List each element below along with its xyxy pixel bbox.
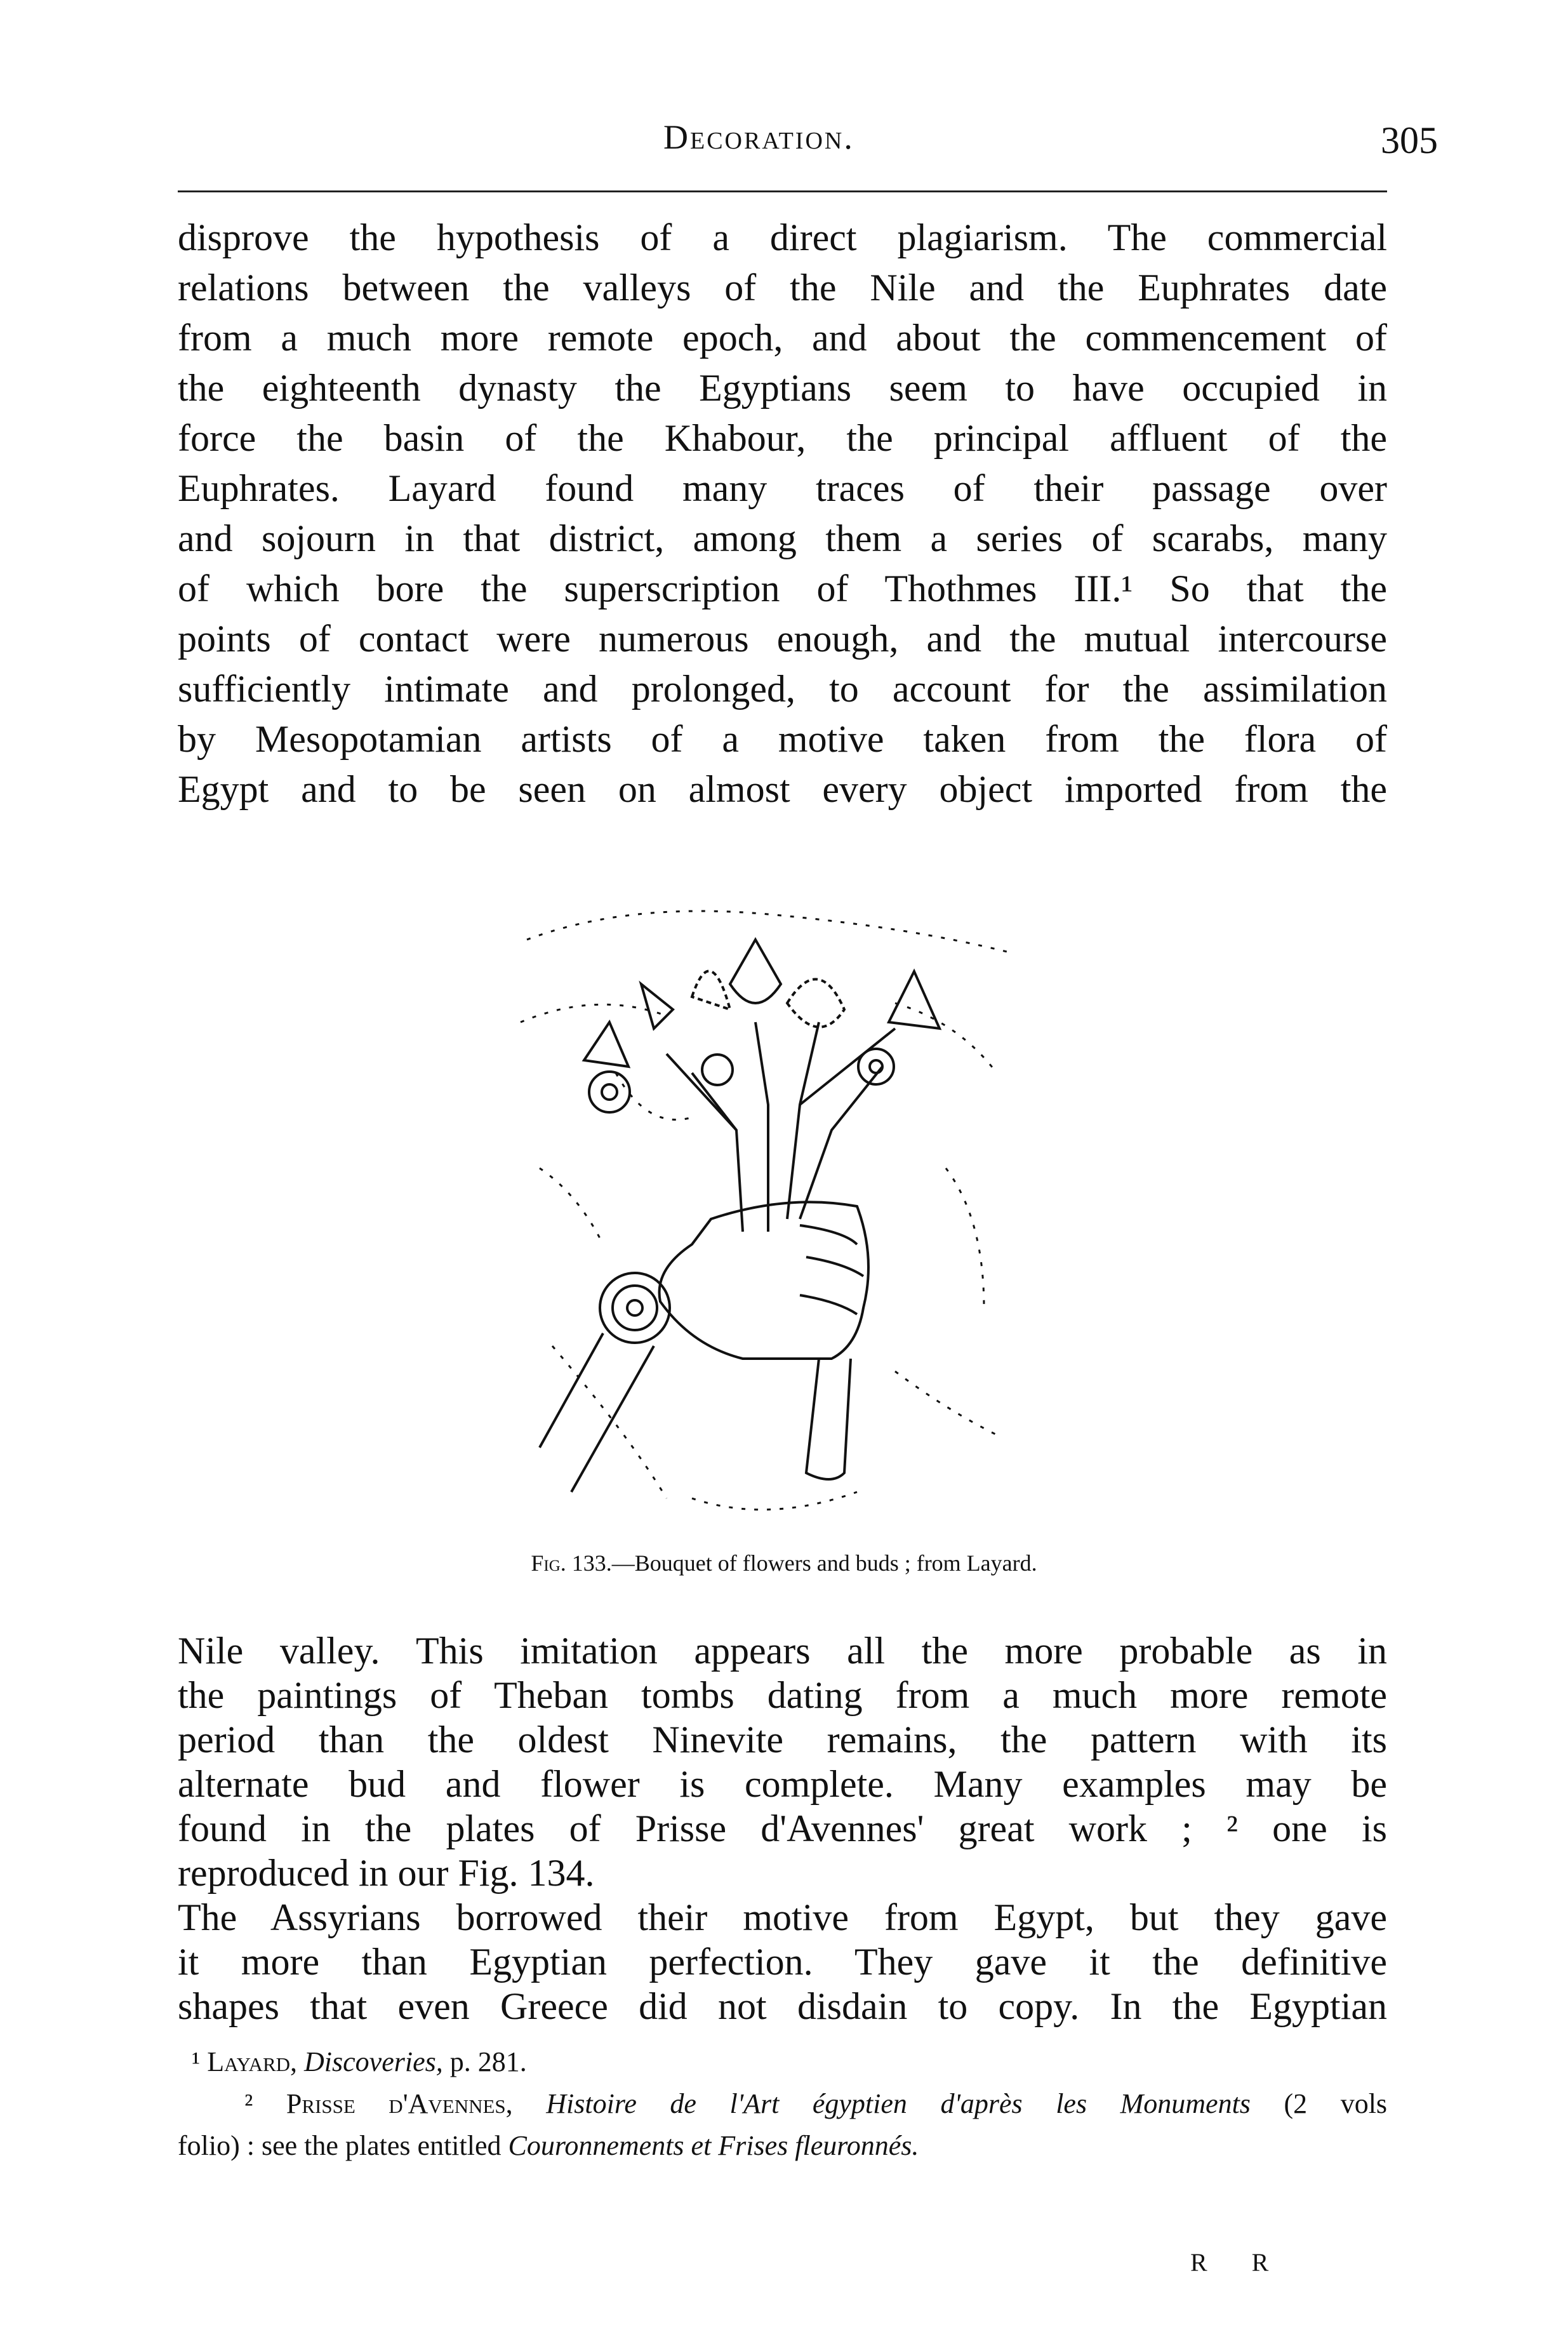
text-line: shapes that even Greece did not disdain to copy. In the Egyptian (178, 1985, 1387, 2027)
footnote-mark: ² (244, 2088, 253, 2119)
text-line: it more than Egyptian perfection. They gave it the definitive (178, 1941, 1387, 1983)
text-line: relations between the valleys of the Nile and the Euphrates date (178, 267, 1387, 309)
running-title: Decoration. (663, 118, 854, 156)
footnote-rest: p. 281. (449, 2046, 527, 2077)
figure-label: Fig. 133. (531, 1550, 612, 1576)
text-line: found in the plates of Prisse d'Avennes' great work ; ² one is (178, 1808, 1387, 1849)
page-header (0, 117, 1568, 168)
text-line: the eighteenth dynasty the Egyptians seem to have occupied in (178, 367, 1387, 409)
text-line: The Assyrians borrowed their motive from Egypt, but they gave (178, 1896, 1387, 1938)
text-line: reproduced in our Fig. 134. (178, 1852, 595, 1894)
text-line: by Mesopotamian artists of a motive taken from the flora of (178, 718, 1387, 760)
paragraph-1 (178, 213, 1387, 815)
hand (660, 1202, 868, 1359)
figure-caption-text: —Bouquet of flowers and buds ; from Layard. (611, 1550, 1037, 1576)
figure-133-illustration (502, 863, 1047, 1543)
bouquet-stems (667, 1022, 895, 1232)
text-line: and sojourn in that district, among them a series of scarabs, many (178, 517, 1387, 559)
bracelet-rosette (600, 1273, 670, 1343)
text-line: Euphrates. Layard found many traces of their passage over (178, 467, 1387, 509)
text-line: disprove the hypothesis of a direct plagiarism. The commercial (178, 216, 1387, 258)
text-line: of which bore the superscription of Thothmes III.¹ So that the (178, 568, 1387, 609)
footnote-2 (178, 2083, 1387, 2125)
footnote-author: Layard, (207, 2046, 298, 2077)
footnote-title: Couronnements et Frises fleuronnés. (508, 2130, 919, 2161)
footnote-title: Histoire de l'Art égyptien d'après les Monuments (546, 2088, 1251, 2119)
text-line: Nile valley. This imitation appears all the more probable as in (178, 1630, 1387, 1672)
footnote-2-continued (178, 2125, 1387, 2167)
flowers (584, 940, 940, 1112)
text-line: Egypt and to be seen on almost every object imported from the (178, 768, 1387, 810)
text-line: from a much more remote epoch, and about the commencement of (178, 317, 1387, 359)
footnote-1 (178, 2041, 1387, 2083)
text-line: alternate bud and flower is complete. Many examples may be (178, 1763, 1387, 1805)
text-line: points of contact were numerous enough, and the mutual intercourse (178, 618, 1387, 660)
text-line: the paintings of Theban tombs dating from a much more remote (178, 1674, 1387, 1716)
text-line: force the basin of the Khabour, the principal affluent of the (178, 417, 1387, 459)
footnote-title: Discoveries, (304, 2046, 443, 2077)
paragraph-2 (178, 1628, 1387, 2028)
footnote-author: Prisse d'Avennes, (286, 2088, 513, 2119)
footnotes (178, 2041, 1387, 2167)
figure-caption (0, 1549, 1568, 1577)
page-number: 305 (1381, 119, 1438, 161)
signature-mark: R R (1190, 2248, 1288, 2277)
footnote-mark: ¹ (192, 2046, 201, 2077)
footnote-text: folio) : see the plates entitled (178, 2130, 502, 2161)
footnote-rest: (2 vols (1284, 2088, 1388, 2119)
arm-and-handle (540, 1333, 851, 1492)
text-line: sufficiently intimate and prolonged, to account for the assimilation (178, 668, 1387, 710)
text-line: period than the oldest Ninevite remains, the pattern with its (178, 1719, 1387, 1761)
header-rule (178, 190, 1387, 192)
